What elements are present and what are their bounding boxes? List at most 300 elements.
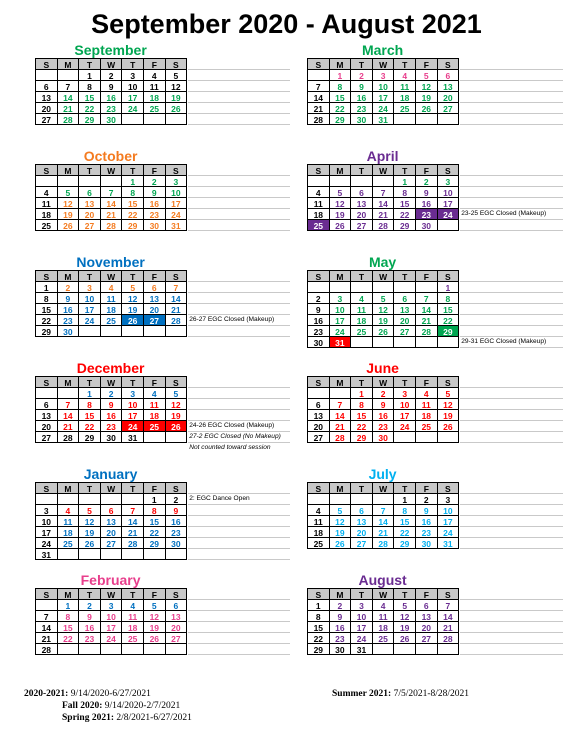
day-cell: 27 [415, 632, 438, 644]
day-cell: 13 [100, 515, 123, 527]
day-cell: 2 [307, 292, 330, 304]
day-cell: 2 [57, 281, 80, 293]
day-cell: 22 [393, 208, 416, 220]
day-cell: 11 [143, 398, 166, 410]
day-cell: 26 [372, 325, 395, 337]
day-cell: 21 [415, 314, 438, 326]
day-cell: 6 [35, 398, 58, 410]
day-cell: 17 [165, 197, 188, 209]
note-line [460, 621, 563, 622]
day-cell: 22 [57, 632, 80, 644]
day-cell: 22 [78, 420, 101, 432]
day-cell: 16 [143, 197, 166, 209]
note-line [460, 124, 563, 125]
day-cell: 11 [100, 292, 123, 304]
day-cell: 7 [372, 504, 395, 516]
day-cell: 11 [307, 515, 330, 527]
weekday-header: T [78, 58, 101, 70]
day-cell: 21 [35, 632, 58, 644]
day-cell: 23 [165, 526, 188, 538]
note-line [460, 197, 563, 198]
day-cell: 30 [372, 431, 395, 443]
day-cell: 12 [372, 303, 395, 315]
note-line [188, 621, 290, 622]
day-cell: 28 [372, 219, 395, 231]
day-cell: 8 [307, 610, 330, 622]
day-cell: 2 [100, 69, 123, 81]
day-cell: 27 [100, 537, 123, 549]
note-line [460, 230, 563, 231]
calendar-note: 27-2 EGC Closed (No Makeup) [189, 433, 281, 440]
weekday-header: F [143, 588, 166, 600]
day-cell: 19 [57, 208, 80, 220]
fall-session-dates: 9/14/2020-2/7/2021 [102, 701, 181, 711]
day-cell: 9 [329, 610, 352, 622]
day-cell: 12 [165, 398, 188, 410]
day-cell: 13 [35, 409, 58, 421]
empty-day-cell [143, 325, 166, 337]
day-cell: 15 [307, 621, 330, 633]
day-cell: 3 [165, 175, 188, 187]
day-cell: 9 [57, 292, 80, 304]
day-cell: 2 [415, 175, 438, 187]
day-cell: 6 [143, 281, 166, 293]
day-cell: 7 [307, 80, 330, 92]
weekday-header: F [143, 270, 166, 282]
note-line [460, 336, 563, 337]
day-cell: 29 [307, 643, 330, 655]
day-cell: 10 [121, 80, 144, 92]
day-cell: 23 [100, 420, 123, 432]
note-line [188, 515, 290, 516]
empty-day-cell [165, 113, 188, 125]
weekday-header: T [350, 376, 373, 388]
weekday-header: M [57, 270, 80, 282]
summer-session-label: Summer 2021: [332, 689, 392, 699]
day-cell: 14 [165, 292, 188, 304]
empty-day-cell [415, 336, 438, 348]
day-cell: 17 [437, 515, 460, 527]
weekday-header: W [372, 164, 395, 176]
weekday-header: F [143, 58, 166, 70]
day-cell: 19 [121, 303, 144, 315]
day-cell: 28 [100, 219, 123, 231]
weekday-header: F [415, 58, 438, 70]
weekday-header: T [393, 588, 416, 600]
day-cell: 4 [372, 599, 395, 611]
day-cell: 24 [121, 420, 144, 432]
note-line [188, 537, 290, 538]
day-cell: 16 [329, 621, 352, 633]
day-cell: 17 [393, 409, 416, 421]
day-cell: 6 [350, 504, 373, 516]
day-cell: 16 [57, 303, 80, 315]
day-cell: 21 [57, 102, 80, 114]
day-cell: 29 [329, 113, 352, 125]
day-cell: 9 [415, 504, 438, 516]
day-cell: 7 [35, 610, 58, 622]
weekday-header: F [143, 376, 166, 388]
empty-day-cell [350, 336, 373, 348]
day-cell: 27 [350, 219, 373, 231]
weekday-header: T [393, 270, 416, 282]
note-line [460, 347, 563, 348]
empty-day-cell [78, 643, 101, 655]
day-cell: 30 [100, 113, 123, 125]
day-cell: 19 [329, 526, 352, 538]
day-cell: 11 [393, 80, 416, 92]
note-line [188, 325, 290, 326]
day-cell: 28 [307, 113, 330, 125]
calendar-note: 26-27 EGC Closed (Makeup) [189, 316, 275, 323]
day-cell: 11 [372, 610, 395, 622]
day-cell: 28 [372, 537, 395, 549]
weekday-header: T [121, 588, 144, 600]
day-cell: 27 [165, 632, 188, 644]
note-line [188, 387, 290, 388]
day-cell: 29 [35, 325, 58, 337]
day-cell: 11 [35, 197, 58, 209]
day-cell: 22 [350, 420, 373, 432]
day-cell: 6 [393, 292, 416, 304]
day-cell: 1 [121, 175, 144, 187]
day-cell: 16 [165, 515, 188, 527]
note-line [188, 559, 290, 560]
day-cell: 17 [350, 621, 373, 633]
day-cell: 31 [165, 219, 188, 231]
day-cell: 14 [57, 409, 80, 421]
empty-day-cell [121, 548, 144, 560]
weekday-header: M [329, 270, 352, 282]
day-cell: 16 [307, 314, 330, 326]
day-cell: 2 [78, 599, 101, 611]
weekday-header: T [78, 270, 101, 282]
day-cell: 29 [393, 219, 416, 231]
day-cell: 20 [100, 526, 123, 538]
note-line [188, 336, 290, 337]
day-cell: 12 [415, 80, 438, 92]
note-line [460, 504, 563, 505]
weekday-header: S [307, 58, 330, 70]
day-cell: 15 [437, 303, 460, 315]
day-cell: 22 [437, 314, 460, 326]
month-name: July [368, 466, 397, 482]
weekday-header: S [35, 588, 58, 600]
day-cell: 28 [121, 537, 144, 549]
day-cell: 4 [35, 186, 58, 198]
empty-day-cell [415, 431, 438, 443]
day-cell: 24 [121, 102, 144, 114]
day-cell: 1 [307, 599, 330, 611]
day-cell: 15 [57, 621, 80, 633]
empty-day-cell [57, 643, 80, 655]
weekday-header: M [57, 482, 80, 494]
day-cell: 23 [329, 632, 352, 644]
empty-day-cell [100, 643, 123, 655]
weekday-header: T [393, 164, 416, 176]
day-cell: 21 [372, 526, 395, 538]
weekday-header: T [350, 588, 373, 600]
day-cell: 4 [143, 387, 166, 399]
day-cell: 7 [121, 504, 144, 516]
day-cell: 27 [437, 102, 460, 114]
day-cell: 15 [350, 409, 373, 421]
weekday-header: T [78, 164, 101, 176]
day-cell: 24 [165, 208, 188, 220]
weekday-header: S [165, 164, 188, 176]
day-cell: 4 [307, 504, 330, 516]
day-cell: 18 [121, 621, 144, 633]
day-cell: 30 [415, 537, 438, 549]
day-cell: 4 [100, 281, 123, 293]
day-cell: 12 [143, 610, 166, 622]
day-cell: 20 [143, 303, 166, 315]
day-cell: 21 [372, 208, 395, 220]
day-cell: 23 [350, 102, 373, 114]
day-cell: 10 [100, 610, 123, 622]
day-cell: 20 [165, 621, 188, 633]
weekday-header: M [57, 588, 80, 600]
day-cell: 19 [393, 621, 416, 633]
weekday-header: S [437, 164, 460, 176]
day-cell: 26 [78, 537, 101, 549]
note-line [188, 197, 290, 198]
weekday-header: S [165, 376, 188, 388]
month-name: March [361, 42, 404, 58]
note-line [460, 69, 563, 70]
weekday-header: T [78, 376, 101, 388]
note-line [188, 69, 290, 70]
weekday-header: T [393, 376, 416, 388]
day-cell: 16 [415, 197, 438, 209]
day-cell: 27 [143, 314, 166, 326]
weekday-header: S [437, 482, 460, 494]
empty-day-cell [393, 113, 416, 125]
day-cell: 31 [372, 113, 395, 125]
day-cell: 9 [78, 610, 101, 622]
day-cell: 25 [350, 325, 373, 337]
day-cell: 23 [100, 102, 123, 114]
note-line [460, 292, 563, 293]
day-cell: 1 [393, 175, 416, 187]
day-cell: 1 [329, 69, 352, 81]
day-cell: 19 [415, 91, 438, 103]
month-name: December [76, 360, 145, 376]
empty-day-cell [143, 643, 166, 655]
day-cell: 4 [350, 292, 373, 304]
day-cell: 17 [121, 409, 144, 421]
day-cell: 5 [165, 69, 188, 81]
day-cell: 5 [329, 186, 352, 198]
day-cell: 1 [78, 69, 101, 81]
day-cell: 29 [78, 431, 101, 443]
day-cell: 4 [57, 504, 80, 516]
day-cell: 30 [143, 219, 166, 231]
day-cell: 31 [329, 336, 352, 348]
day-cell: 25 [307, 537, 330, 549]
day-cell: 20 [415, 621, 438, 633]
weekday-header: W [372, 270, 395, 282]
day-cell: 15 [393, 515, 416, 527]
note-line [188, 610, 290, 611]
day-cell: 3 [78, 281, 101, 293]
day-cell: 22 [329, 102, 352, 114]
day-cell: 25 [372, 632, 395, 644]
note-line [460, 526, 563, 527]
month-name: June [366, 360, 399, 376]
weekday-header: F [415, 164, 438, 176]
day-cell: 20 [393, 314, 416, 326]
day-cell: 17 [78, 303, 101, 315]
day-cell: 1 [437, 281, 460, 293]
day-cell: 18 [393, 91, 416, 103]
empty-day-cell [100, 325, 123, 337]
day-cell: 21 [100, 208, 123, 220]
day-cell: 7 [165, 281, 188, 293]
day-cell: 11 [350, 303, 373, 315]
weekday-header: S [165, 588, 188, 600]
day-cell: 7 [372, 186, 395, 198]
day-cell: 26 [415, 102, 438, 114]
day-cell: 15 [329, 91, 352, 103]
day-cell: 5 [372, 292, 395, 304]
note-line [188, 208, 290, 209]
page-title: September 2020 - August 2021 [91, 9, 482, 39]
empty-day-cell [78, 548, 101, 560]
day-cell: 27 [35, 113, 58, 125]
day-cell: 1 [143, 493, 166, 505]
empty-day-cell [372, 643, 395, 655]
day-cell: 18 [35, 208, 58, 220]
day-cell: 18 [57, 526, 80, 538]
day-cell: 23 [415, 526, 438, 538]
day-cell: 6 [437, 69, 460, 81]
day-cell: 15 [78, 91, 101, 103]
day-cell: 3 [437, 175, 460, 187]
day-cell: 25 [393, 102, 416, 114]
day-cell: 26 [143, 632, 166, 644]
day-cell: 20 [350, 526, 373, 538]
summer-session-dates: 7/5/2021-8/28/2021 [391, 689, 470, 699]
day-cell: 20 [35, 102, 58, 114]
day-cell: 21 [121, 526, 144, 538]
day-cell: 15 [393, 197, 416, 209]
day-cell: 10 [350, 610, 373, 622]
fall-session-line [62, 701, 180, 712]
day-cell: 10 [393, 398, 416, 410]
weekday-header: S [437, 270, 460, 282]
day-cell: 12 [329, 197, 352, 209]
weekday-header: S [165, 58, 188, 70]
day-cell: 3 [35, 504, 58, 516]
day-cell: 8 [78, 80, 101, 92]
spring-session-dates: 2/8/2021-6/27/2021 [114, 713, 192, 723]
note-line [188, 102, 290, 103]
summer-session-line [332, 689, 469, 700]
calendar-note: 2: EGC Dance Open [189, 495, 250, 502]
note-line [460, 442, 563, 443]
day-cell: 30 [415, 219, 438, 231]
note-line [460, 325, 563, 326]
day-cell: 16 [100, 91, 123, 103]
day-cell: 13 [415, 610, 438, 622]
day-cell: 28 [415, 325, 438, 337]
weekday-header: W [100, 164, 123, 176]
day-cell: 10 [35, 515, 58, 527]
day-cell: 6 [415, 599, 438, 611]
note-line [460, 431, 563, 432]
day-cell: 19 [165, 91, 188, 103]
month-name: August [358, 572, 407, 588]
day-cell: 18 [350, 314, 373, 326]
weekday-header: S [165, 270, 188, 282]
day-cell: 6 [350, 186, 373, 198]
day-cell: 8 [57, 610, 80, 622]
note-line [188, 80, 290, 81]
weekday-header: T [121, 376, 144, 388]
empty-day-cell [57, 548, 80, 560]
month-name: February [80, 572, 141, 588]
day-cell: 25 [57, 537, 80, 549]
day-cell: 8 [329, 80, 352, 92]
day-cell: 10 [329, 303, 352, 315]
note-line [460, 643, 563, 644]
day-cell: 29 [121, 219, 144, 231]
note-line [188, 175, 290, 176]
day-cell: 4 [121, 599, 144, 611]
day-cell: 14 [372, 197, 395, 209]
weekday-header: S [35, 376, 58, 388]
day-cell: 28 [57, 113, 80, 125]
day-cell: 27 [393, 325, 416, 337]
day-cell: 10 [437, 186, 460, 198]
day-cell: 24 [372, 102, 395, 114]
day-cell: 3 [437, 493, 460, 505]
note-line [460, 186, 563, 187]
note-line [460, 113, 563, 114]
weekday-header: M [57, 376, 80, 388]
weekday-header: T [350, 58, 373, 70]
day-cell: 29 [393, 537, 416, 549]
day-cell: 8 [78, 398, 101, 410]
day-cell: 26 [165, 420, 188, 432]
weekday-header: T [78, 588, 101, 600]
day-cell: 9 [372, 398, 395, 410]
weekday-header: W [100, 376, 123, 388]
day-cell: 6 [100, 504, 123, 516]
day-cell: 14 [121, 515, 144, 527]
day-cell: 19 [329, 208, 352, 220]
day-cell: 26 [165, 102, 188, 114]
day-cell: 25 [307, 219, 330, 231]
day-cell: 28 [35, 643, 58, 655]
day-cell: 2 [165, 493, 188, 505]
day-cell: 15 [143, 515, 166, 527]
day-cell: 5 [143, 599, 166, 611]
weekday-header: S [437, 376, 460, 388]
calendar-note: Not counted toward session [189, 444, 271, 451]
note-line [460, 314, 563, 315]
day-cell: 13 [393, 303, 416, 315]
day-cell: 9 [100, 398, 123, 410]
day-cell: 16 [78, 621, 101, 633]
day-cell: 30 [165, 537, 188, 549]
day-cell: 28 [437, 632, 460, 644]
empty-day-cell [165, 431, 188, 443]
day-cell: 11 [415, 398, 438, 410]
day-cell: 10 [78, 292, 101, 304]
weekday-header: W [372, 58, 395, 70]
